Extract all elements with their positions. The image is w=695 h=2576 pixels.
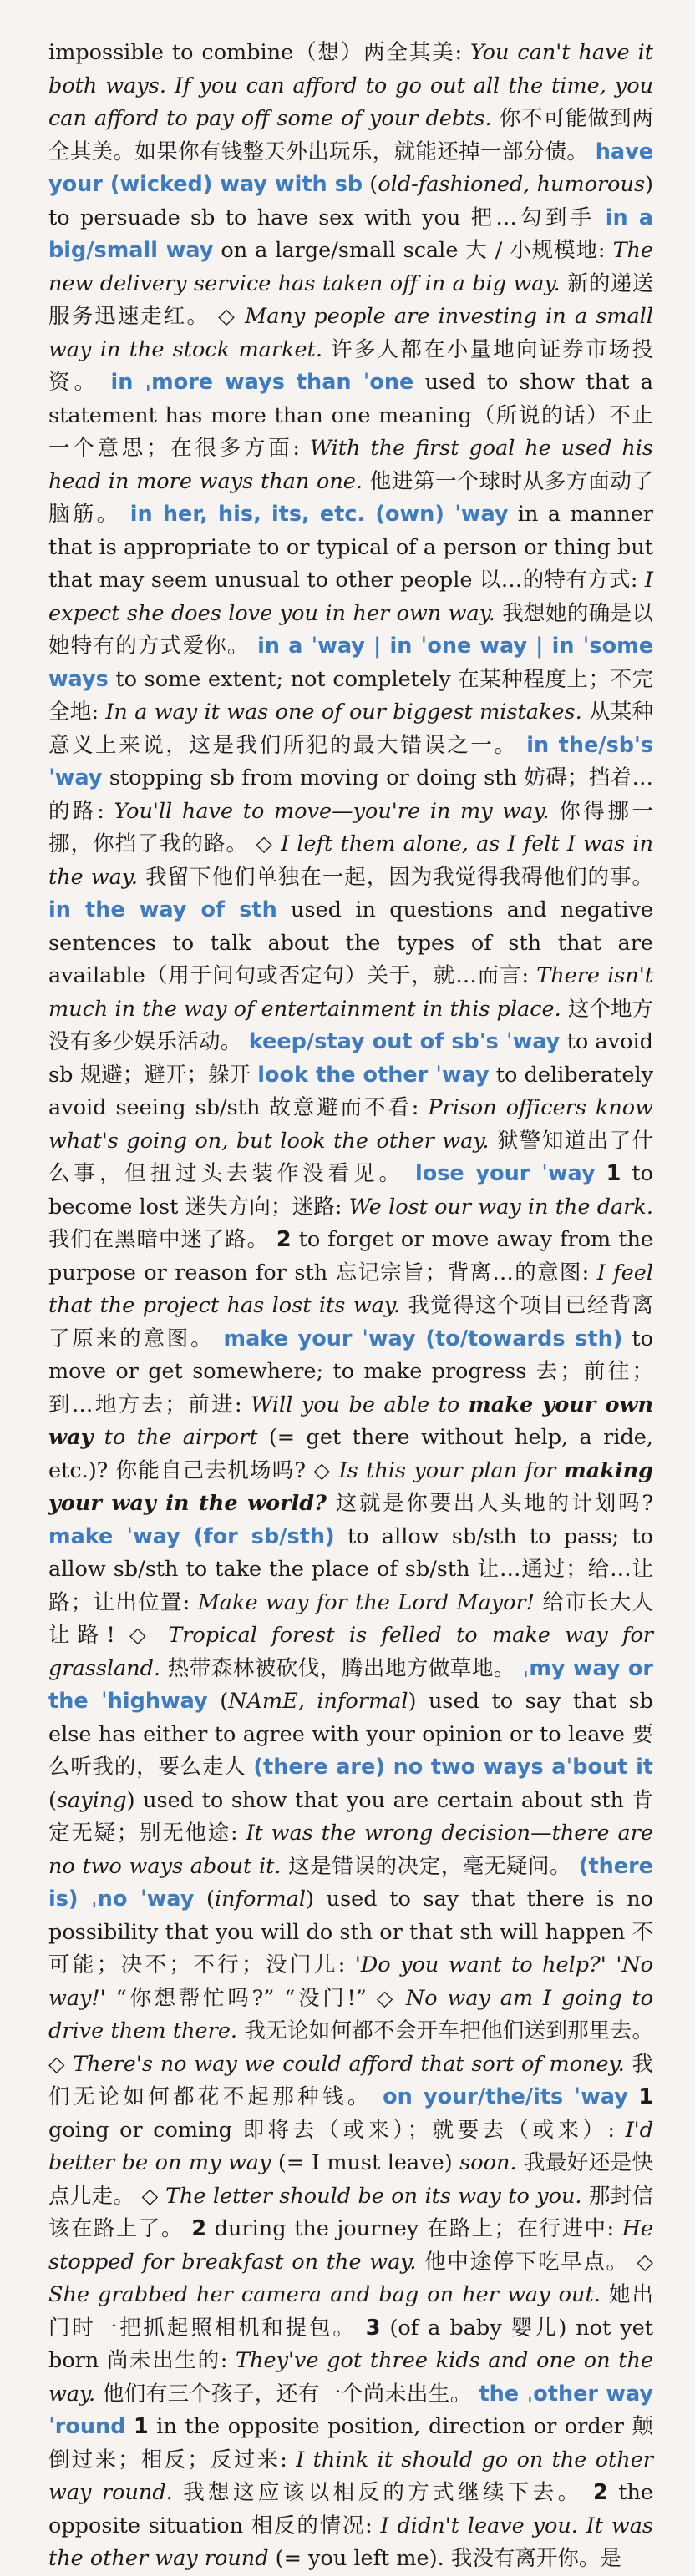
definition-text: on a large/small scale 大 / 小规模地: bbox=[213, 238, 613, 263]
example-sentence: Prison officers know what's going on, but look the other way. bbox=[48, 1095, 653, 1154]
idiom-headword: look the other ˈway bbox=[257, 1062, 490, 1088]
example-sentence: Tropical forest is felled to make way for grassland. bbox=[48, 1623, 653, 1681]
idiom-headword: ˌmy way or the ˈhighway bbox=[48, 1655, 654, 1714]
idiom-headword: lose your ˈway bbox=[414, 1161, 596, 1186]
example-sentence: He stopped for breakfast on the way. bbox=[48, 2216, 653, 2275]
idiom-headword: on your/the/its ˈway bbox=[383, 2084, 628, 2109]
definition-text: to allow sb/sth to pass; to allow sb/sth to take the place of sb/sth 让…通过；给…让路；让出位置: bbox=[48, 1523, 653, 1615]
sense-number: 3 bbox=[365, 2315, 381, 2341]
definition-text: ( bbox=[207, 1689, 229, 1714]
definition-text: 那封信该在路上了。 bbox=[48, 2183, 654, 2241]
definition-text: to deliberately avoid seeing sb/sth 故意避而不看: bbox=[48, 1062, 654, 1120]
definition-text: 狱警知道出了什么事，但扭过头去装作没看见。 bbox=[48, 1128, 653, 1186]
dictionary-entry-text bbox=[48, 37, 653, 2576]
definition-text: 我无论如何都不会开车把他们送到那里去。 ◇ bbox=[48, 2018, 653, 2077]
definition-text: to some extent; not completely 在某种程度上；不完全地: bbox=[48, 666, 653, 725]
idiom-headword: (there is) ˌno ˈway bbox=[48, 1853, 653, 1912]
example-sentence: soon. bbox=[459, 2150, 517, 2175]
example-phrase-bold: make your own way bbox=[48, 1392, 653, 1450]
idiom-headword: make your ˈway (to/towards sth) bbox=[223, 1326, 623, 1351]
definition-text: 我觉得这个项目已经背离了原来的意图。 bbox=[48, 1293, 654, 1351]
definition-text: in a manner that is appropriate to or typical of a person or thing but that may seem unusual to other people 以…的特有方式: bbox=[48, 502, 653, 593]
definition-text bbox=[125, 2414, 134, 2439]
definition-text: used in questions and negative sentences to talk about the types of sth that are available（用于问句或否定句）关于，就…而言: bbox=[48, 897, 653, 988]
definition-text: 这是错误的决定，毫无疑问。 bbox=[281, 1853, 579, 1879]
example-sentence: You can't have it both ways. If you can afford to go out all the time, you can afford to pay off some of your debts. bbox=[48, 40, 653, 131]
example-sentence: It was the wrong decision—there are no two ways about it. bbox=[48, 1821, 653, 1879]
idiom-headword: the ˌother way ˈround bbox=[48, 2381, 653, 2439]
definition-text: used to show that a statement has more than one meaning（所说的话）不止一个意思；在很多方面: bbox=[48, 370, 653, 461]
example-sentence: Is this your plan for bbox=[338, 1457, 564, 1483]
definition-text: to avoid sb 规避；避开；躲开 bbox=[48, 1029, 653, 1088]
example-sentence: I think it should go on the other way round. bbox=[48, 2447, 653, 2505]
definition-text: 你不可能做到两全其美。如果你有钱整天外出玩乐，就能还掉一部分债。 bbox=[48, 106, 653, 164]
definition-text: 我想这应该以相反的方式继续下去。 bbox=[172, 2480, 593, 2505]
example-sentence: There isn't much in the way of entertainment in this place. bbox=[48, 963, 653, 1022]
sense-number: 1 bbox=[638, 2084, 654, 2109]
definition-text: 我最好还是快点儿走。 ◇ bbox=[48, 2150, 653, 2209]
idiom-headword: in ˌmore ways than ˈone bbox=[110, 370, 414, 395]
definition-text: impossible to combine（想）两全其美: bbox=[48, 40, 471, 65]
idiom-headword: in a ˈway | in ˈone way | in ˈsome ways bbox=[48, 634, 653, 692]
sense-number: 2 bbox=[592, 2480, 608, 2505]
example-sentence: There's no way we could afford that sort of money. bbox=[73, 2051, 625, 2077]
example-sentence: I expect she does love you in her own way. bbox=[48, 568, 653, 626]
definition-text: to forget or move away from the purpose or reason for sth 忘记宗旨；背离…的意图: bbox=[48, 1227, 653, 1285]
example-sentence: The letter should be on its way to you. bbox=[165, 2183, 582, 2209]
definition-text: stopping sb from moving or doing sth 妨碍；挡着…的路: bbox=[48, 765, 653, 824]
example-sentence: Many people are investing in a small way in the stock market. bbox=[48, 304, 653, 362]
example-sentence: They've got three kids and one on the way. bbox=[48, 2348, 654, 2407]
definition-text: 热带森林被砍伐，腾出地方做草地。 bbox=[160, 1655, 523, 1681]
definition-text: ( bbox=[48, 1787, 57, 1813]
example-sentence: We lost our way in the dark. bbox=[348, 1194, 653, 1220]
usage-label: saying bbox=[56, 1787, 127, 1813]
definition-text: going or coming 即将去（或来）；就要去（或来）: bbox=[48, 2117, 626, 2143]
definition-text: (= I must leave) bbox=[271, 2150, 460, 2175]
idiom-headword: have your (wicked) way with sb bbox=[48, 139, 653, 197]
definition-text: 新的递送服务迅速走红。 ◇ bbox=[48, 270, 654, 329]
idiom-headword: keep/stay out of sb's ˈway bbox=[248, 1029, 561, 1054]
example-sentence: I'd better be on my way bbox=[48, 2117, 653, 2175]
idiom-headword: in her, his, its, etc. (own) ˈway bbox=[129, 502, 509, 527]
example-sentence: I didn't leave you. It was the other way round bbox=[48, 2513, 653, 2571]
entry-paragraph bbox=[48, 37, 653, 2576]
definition-text: the opposite situation 相反的情况: bbox=[48, 2480, 653, 2538]
sense-number: 2 bbox=[276, 1227, 292, 1252]
usage-label: NAmE, informal bbox=[228, 1689, 408, 1714]
definition-text: 许多人都在小量地向证券市场投资。 bbox=[48, 336, 653, 395]
definition-text: 你得挪一挪，你挡了我的路。 ◇ bbox=[48, 798, 653, 856]
example-sentence: I left them alone, as I felt I was in the way. bbox=[48, 831, 653, 890]
definition-text: during the journey 在路上；在行进中: bbox=[206, 2216, 622, 2241]
definition-text: ( bbox=[363, 172, 378, 197]
example-sentence: With the first goal he used his head in more ways than one. bbox=[48, 436, 654, 494]
definition-text: ) used to say that sb else has either to agree with your opinion or to leave 要么听我的，要么走人 bbox=[48, 1689, 653, 1780]
definition-text: ) used to show that you are certain about sth 肯定无疑；别无他途: bbox=[48, 1787, 653, 1846]
definition-text: 这就是你要出人头地的计划吗? bbox=[327, 1491, 653, 1516]
definition-text: 我们无论如何都花不起那种钱。 bbox=[48, 2051, 653, 2109]
idiom-headword: in the/sb's ˈway bbox=[48, 732, 654, 790]
definition-text: 她出门时一把抓起照相机和提包。 bbox=[48, 2282, 654, 2341]
idiom-headword: make ˈway (for sb/sth) bbox=[48, 1523, 335, 1549]
definition-text: 我们在黑暗中迷了路。 bbox=[48, 1227, 276, 1252]
sense-number: 1 bbox=[606, 1161, 621, 1186]
definition-text: 我留下他们单独在一起，因为我觉得我碍他们的事。 bbox=[138, 864, 653, 890]
definition-text: ( bbox=[194, 1887, 215, 1912]
definition-text: 他中途停下吃早点。 ◇ bbox=[416, 2249, 653, 2275]
definition-text: in the opposite position, direction or order 颠倒过来；相反；反过来: bbox=[48, 2414, 653, 2472]
definition-text: 从某种意义上来说，这是我们所犯的最大错误之一。 bbox=[48, 700, 653, 758]
example-sentence: I feel that the project has lost its way. bbox=[48, 1260, 653, 1318]
definition-text: (= get there without help, a ride, etc.)? 你能自己去机场吗? ◇ bbox=[48, 1425, 653, 1483]
definition-text: to move or get somewhere; to make progress 去；前往；到…地方去；前进: bbox=[48, 1326, 653, 1417]
idiom-headword: (there are) no two ways aˈbout it bbox=[253, 1755, 653, 1780]
definition-text: 这个地方没有多少娱乐活动。 bbox=[48, 996, 653, 1054]
definition-text: ) used to say that there is no possibility that you will do sth or that sth will happen 不可能；决不；不行；没门儿: bbox=[48, 1887, 653, 1977]
example-sentence: to the airport bbox=[93, 1425, 258, 1450]
example-sentence: You'll have to move—you're in my way. bbox=[114, 798, 550, 824]
definition-text: 我想她的确是以她特有的方式爱你。 bbox=[48, 600, 653, 659]
definition-text: to become lost 迷失方向；迷路: bbox=[48, 1161, 653, 1220]
definition-text bbox=[596, 1161, 606, 1186]
usage-label: old-fashioned, humorous bbox=[378, 172, 646, 197]
definition-text: ) to persuade sb to have sex with you 把…勾到手 bbox=[48, 172, 653, 230]
definition-text: (of a baby 婴儿) not yet born 尚未出生的: bbox=[48, 2315, 653, 2373]
example-phrase-bold: making your way in the world? bbox=[48, 1457, 653, 1516]
example-sentence: The new delivery service has taken off in a big way. bbox=[48, 238, 653, 296]
example-sentence: Make way for the Lord Mayor! bbox=[197, 1589, 535, 1615]
definition-text: 他们有三个孩子，还有一个尚未出生。 bbox=[95, 2381, 479, 2407]
idiom-headword: in a big/small way bbox=[48, 205, 653, 263]
sense-number: 1 bbox=[134, 2414, 149, 2439]
example-sentence: Will you be able to bbox=[251, 1392, 469, 1417]
idiom-headword: in the way of sth bbox=[48, 897, 277, 922]
definition-text: 他进第一个球时从多方面动了脑筋。 bbox=[48, 468, 653, 527]
usage-label: informal bbox=[214, 1887, 307, 1912]
definition-text: (= you left me). 我没有离开你。是 bbox=[268, 2546, 621, 2571]
definition-text: “你想帮忙吗?” “没门!” ◇ bbox=[105, 1985, 406, 2011]
example-sentence: She grabbed her camera and bag on her way out. bbox=[48, 2282, 601, 2307]
example-sentence: No way am I going to drive them there. bbox=[48, 1985, 653, 2043]
definition-text: 给市长大人让路! ◇ bbox=[48, 1589, 654, 1648]
example-sentence: 'Do you want to help?' 'No way!' bbox=[48, 1952, 653, 2011]
sense-number: 2 bbox=[191, 2216, 207, 2241]
example-sentence: In a way it was one of our biggest mistakes. bbox=[105, 700, 582, 725]
definition-text bbox=[628, 2084, 638, 2109]
